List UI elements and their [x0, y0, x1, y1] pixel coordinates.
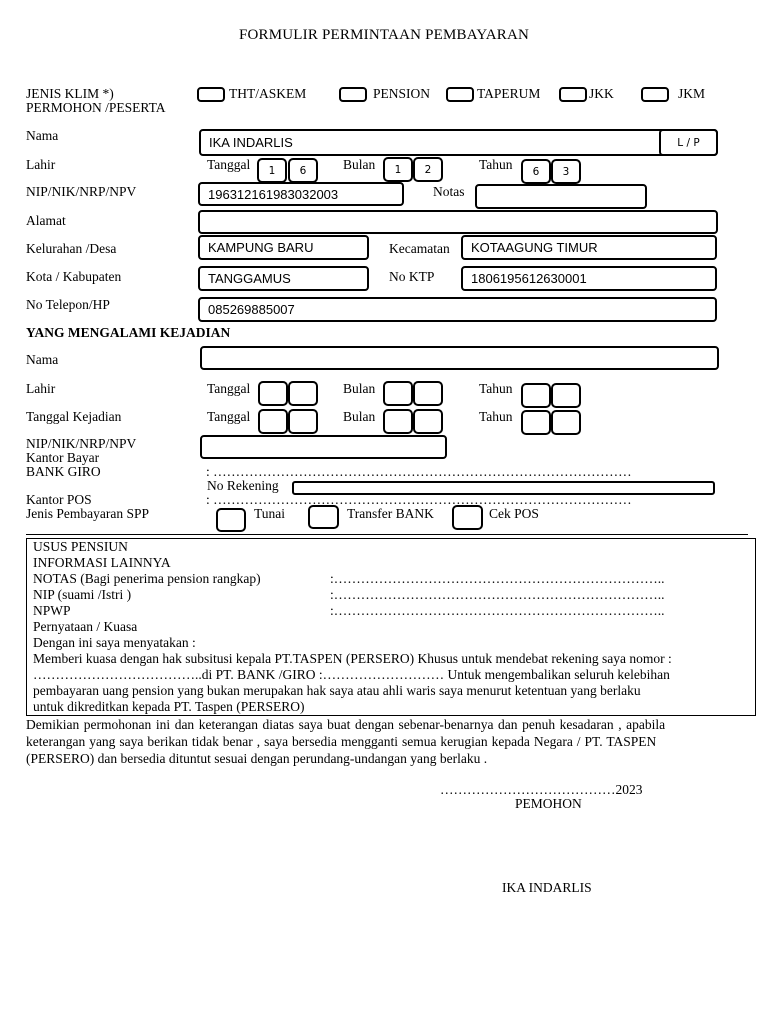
jenis-pembayaran-label: Jenis Pembayaran SPP — [26, 506, 149, 521]
tgl-kejadian-bulan-label: Bulan — [343, 409, 376, 424]
panel-nip-label: NIP (suami /Istri ) — [33, 587, 132, 602]
signature-role: PEMOHON — [515, 796, 582, 811]
tanggal-digit-1[interactable]: 1 — [257, 158, 287, 183]
nip-label: NIP/NIK/NRP/NPV — [26, 184, 137, 199]
signature-name: IKA INDARLIS — [502, 880, 592, 895]
kejadian-nama-field[interactable] — [200, 346, 719, 370]
nip-value: 196312161983032003 — [208, 186, 339, 202]
checkbox-taperum[interactable] — [446, 87, 474, 102]
panel-npwp-label: NPWP — [33, 603, 71, 618]
kejadian-lahir-bulan-box-1[interactable] — [383, 381, 413, 406]
checkbox-jkk[interactable] — [559, 87, 587, 102]
checkbox-tht-askem[interactable] — [197, 87, 225, 102]
kota-field[interactable] — [198, 266, 369, 291]
declaration-line-1: Demikian permohonan ini dan keterangan diatas saya buat dengan sebenar-benarnya dan penuh kesadaran , apabila — [26, 717, 666, 732]
panel-nip-dots[interactable]: :……………………………………………………………….. — [330, 587, 665, 602]
nama-label: Nama — [26, 128, 59, 143]
kejadian-lahir-label: Lahir — [26, 381, 56, 396]
tgl-kejadian-tahun-box-2[interactable] — [551, 410, 581, 435]
checkbox-pension[interactable] — [339, 87, 367, 102]
ktp-value: 1806195612630001 — [471, 271, 587, 286]
declaration-line-3: (PERSERO) dan bersedia dituntut sesuai dengan perundang-undangan yang berlaku . — [26, 751, 488, 766]
kelurahan-field[interactable] — [198, 235, 369, 260]
kejadian-lahir-bulan-label: Bulan — [343, 381, 376, 396]
checkbox-transfer-bank[interactable] — [308, 505, 339, 529]
alamat-label: Alamat — [26, 213, 66, 228]
kuasa-line-2: ………………………………..di PT. BANK /GIRO :……………………… Untuk mengembalikan seluruh kelebihan — [33, 667, 670, 682]
kejadian-lahir-bulan-box-2[interactable] — [413, 381, 443, 406]
tahun-digit-1[interactable]: 6 — [521, 159, 551, 184]
tgl-kejadian-tahun-box-1[interactable] — [521, 410, 551, 435]
kejadian-nip-field[interactable] — [200, 435, 447, 459]
tahun-label: Tahun — [479, 157, 513, 172]
tgl-kejadian-tanggal-label: Tanggal — [207, 409, 251, 424]
kecamatan-field[interactable] — [461, 235, 717, 260]
tgl-kejadian-tanggal-box-1[interactable] — [258, 409, 288, 434]
kejadian-lahir-tanggal-label: Tanggal — [207, 381, 251, 396]
usus-pensiun-label: USUS PENSIUN — [33, 539, 128, 554]
informasi-panel — [26, 538, 756, 716]
kota-value: TANGGAMUS — [208, 271, 291, 286]
option-cek-pos: Cek POS — [489, 506, 539, 521]
ktp-field[interactable] — [461, 266, 717, 291]
kecamatan-label: Kecamatan — [389, 241, 450, 256]
bank-giro-label: BANK GIRO — [26, 464, 101, 479]
bulan-digit-1[interactable]: 1 — [383, 157, 413, 182]
panel-notas-dots[interactable]: :……………………………………………………………….. — [330, 571, 665, 586]
tanggal-kejadian-label: Tanggal Kejadian — [26, 409, 122, 424]
section-divider — [26, 534, 748, 535]
kejadian-nama-label: Nama — [26, 352, 59, 367]
pernyataan-label: Pernyataan / Kuasa — [33, 619, 138, 634]
notas-field[interactable] — [475, 184, 647, 209]
nip-field[interactable] — [198, 182, 404, 206]
gender-field[interactable] — [659, 129, 718, 156]
gender-value: L / P — [677, 136, 700, 149]
checkbox-tunai[interactable] — [216, 508, 246, 532]
tanggal-label: Tanggal — [207, 157, 251, 172]
bulan-label: Bulan — [343, 157, 376, 172]
kejadian-lahir-tanggal-box-2[interactable] — [288, 381, 318, 406]
kuasa-line-3: pembayaran uang pension yang bukan merupakan hak saya atau ahli waris saya menurut ketentuan yang berlaku — [33, 683, 641, 698]
kejadian-lahir-tanggal-box-1[interactable] — [258, 381, 288, 406]
option-taperum: TAPERUM — [477, 86, 541, 101]
panel-notas-label: NOTAS (Bagi penerima pension rangkap) — [33, 571, 261, 586]
kantor-bayar-label: Kantor Bayar — [26, 450, 100, 465]
telepon-value: 085269885007 — [208, 302, 295, 317]
notas-label: Notas — [433, 184, 465, 199]
tgl-kejadian-bulan-box-1[interactable] — [383, 409, 413, 434]
tanggal-digit-2[interactable]: 6 — [288, 158, 318, 183]
form-title: FORMULIR PERMINTAAN PEMBAYARAN — [238, 27, 530, 43]
kelurahan-value: KAMPUNG BARU — [208, 240, 314, 255]
nama-field[interactable] — [199, 129, 718, 156]
option-pension: PENSION — [373, 86, 431, 101]
telepon-field[interactable] — [198, 297, 717, 322]
option-tht-askem: THT/ASKEM — [229, 86, 307, 101]
kuasa-line-4: untuk dikreditkan kepada PT. Taspen (PERSERO) — [33, 699, 305, 714]
tgl-kejadian-tanggal-box-2[interactable] — [288, 409, 318, 434]
kecamatan-value: KOTAAGUNG TIMUR — [471, 240, 598, 255]
kota-label: Kota / Kabupaten — [26, 269, 122, 284]
bulan-digit-2[interactable]: 2 — [413, 157, 443, 182]
dengan-ini-label: Dengan ini saya menyatakan : — [33, 635, 196, 650]
no-rekening-label: No Rekening — [207, 478, 279, 493]
bank-giro-dots[interactable]: : ………………………………………………………………………………… — [206, 464, 632, 479]
tgl-kejadian-bulan-box-2[interactable] — [413, 409, 443, 434]
tahun-digit-2[interactable]: 3 — [551, 159, 581, 184]
kejadian-lahir-tahun-box-2[interactable] — [551, 383, 581, 408]
checkbox-jkm[interactable] — [641, 87, 669, 102]
signature-date[interactable]: …………………………………2023 — [440, 782, 643, 797]
kejadian-lahir-tahun-box-1[interactable] — [521, 383, 551, 408]
alamat-field[interactable] — [198, 210, 718, 234]
informasi-lainnya-label: INFORMASI LAINNYA — [33, 555, 171, 570]
kelurahan-label: Kelurahan /Desa — [26, 241, 117, 256]
option-jkm: JKM — [678, 86, 706, 101]
option-transfer-bank: Transfer BANK — [347, 506, 434, 521]
kejadian-nip-label: NIP/NIK/NRP/NPV — [26, 436, 137, 451]
kantor-pos-label: Kantor POS — [26, 492, 92, 507]
tgl-kejadian-tahun-label: Tahun — [479, 409, 513, 424]
checkbox-cek-pos[interactable] — [452, 505, 483, 530]
nama-value: IKA INDARLIS — [209, 135, 293, 150]
telepon-label: No Telepon/HP — [26, 297, 110, 312]
kejadian-lahir-tahun-label: Tahun — [479, 381, 513, 396]
kejadian-heading: YANG MENGALAMI KEJADIAN — [26, 325, 231, 340]
option-tunai: Tunai — [254, 506, 286, 521]
lahir-label: Lahir — [26, 157, 56, 172]
kantor-pos-dots[interactable]: : ………………………………………………………………………………… — [206, 492, 632, 507]
jenis-klim-label: JENIS KLIM *) — [26, 86, 114, 101]
panel-npwp-dots[interactable]: :……………………………………………………………….. — [330, 603, 665, 618]
option-jkk: JKK — [589, 86, 614, 101]
permohon-peserta-label: PERMOHON /PESERTA — [26, 100, 166, 115]
ktp-label: No KTP — [389, 269, 435, 284]
declaration-line-2: keterangan yang saya berikan tidak benar , saya bersedia mengganti semua kerugian kepada Negara / PT. TASPEN — [26, 734, 657, 749]
kuasa-line-1: Memberi kuasa dengan hak subsitusi kepala PT.TASPEN (PERSERO) Khusus untuk mendebat rekening saya nomor : — [33, 651, 672, 666]
